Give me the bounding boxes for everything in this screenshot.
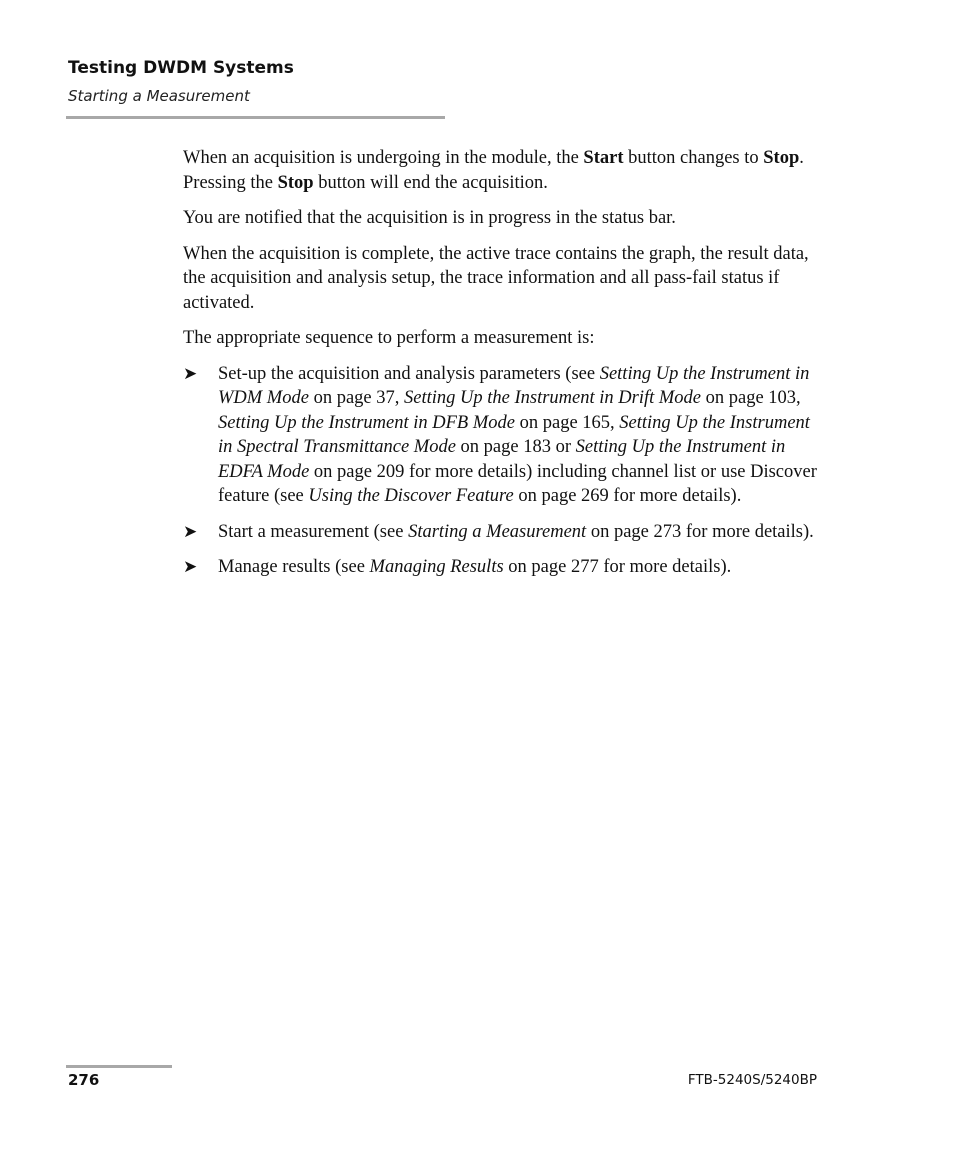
paragraph-start-stop: When an acquisition is undergoing in the module, the Start button changes to Stop. Pressing the Stop button will end the acquisition. (183, 148, 804, 193)
link-dfb-mode[interactable]: Setting Up the Instrument in DFB Mode (218, 412, 515, 433)
list-item: ➤ Manage results (see Managing Results on page 277 for more details). (183, 555, 823, 580)
header-rule (66, 116, 445, 119)
link-drift-mode[interactable]: Setting Up the Instrument in Drift Mode (404, 388, 701, 408)
paragraph-status-bar: You are notified that the acquisition is in progress in the status bar. (183, 208, 676, 228)
arrow-bullet-icon: ➤ (183, 521, 198, 542)
paragraph-complete: When the acquisition is complete, the active trace contains the graph, the result data, the acquisition and analysis setup, the trace information and all pass-fail status if activated. (183, 243, 809, 313)
link-wdm-mode[interactable]: Setting Up the Instrument in WDM Mode (218, 363, 810, 408)
footer-rule (66, 1065, 172, 1068)
chapter-title: Testing DWDM Systems (68, 58, 294, 78)
start-label: Start (583, 148, 624, 168)
section-subtitle: Starting a Measurement (68, 87, 250, 105)
stop-label-2: Stop (277, 172, 314, 193)
arrow-bullet-icon: ➤ (183, 557, 198, 577)
model-name: FTB-5240S/5240BP (687, 1072, 817, 1088)
list-item: ➤ Set-up the acquisition and analysis parameters (see Setting Up the Instrument in WDM Mode on page 37, Setting Up the Instrument in Drift Mode on page 103, Setting Up the Instrument in DFB Mode on page 165, Setting Up the Instrument in Spectral Transmittance Mode on page 183 or Setting Up the Instrument in EDFA Mode on page 209 for more details) including channel list or use Discover feature (see Using the Discover Feature on page 269 for more details). (183, 363, 817, 506)
body-content (183, 146, 823, 591)
link-managing-results[interactable]: Managing Results (369, 557, 504, 577)
page-number: 276 (68, 1071, 100, 1089)
link-starting-measurement[interactable]: Starting a Measurement (408, 521, 587, 542)
sequence-list (183, 362, 823, 580)
link-discover-feature[interactable]: Using the Discover Feature (308, 486, 514, 506)
arrow-bullet-icon: ➤ (183, 363, 198, 384)
paragraph-sequence: The appropriate sequence to perform a measurement is: (183, 328, 595, 348)
list-item: ➤ Start a measurement (see Starting a Measurement on page 273 for more details). (183, 520, 823, 545)
stop-label: Stop (763, 148, 800, 168)
link-edfa-mode[interactable]: Setting Up the Instrument in EDFA Mode (218, 437, 786, 482)
link-spectral-mode[interactable]: Setting Up the Instrument in Spectral Transmittance Mode (218, 412, 810, 457)
